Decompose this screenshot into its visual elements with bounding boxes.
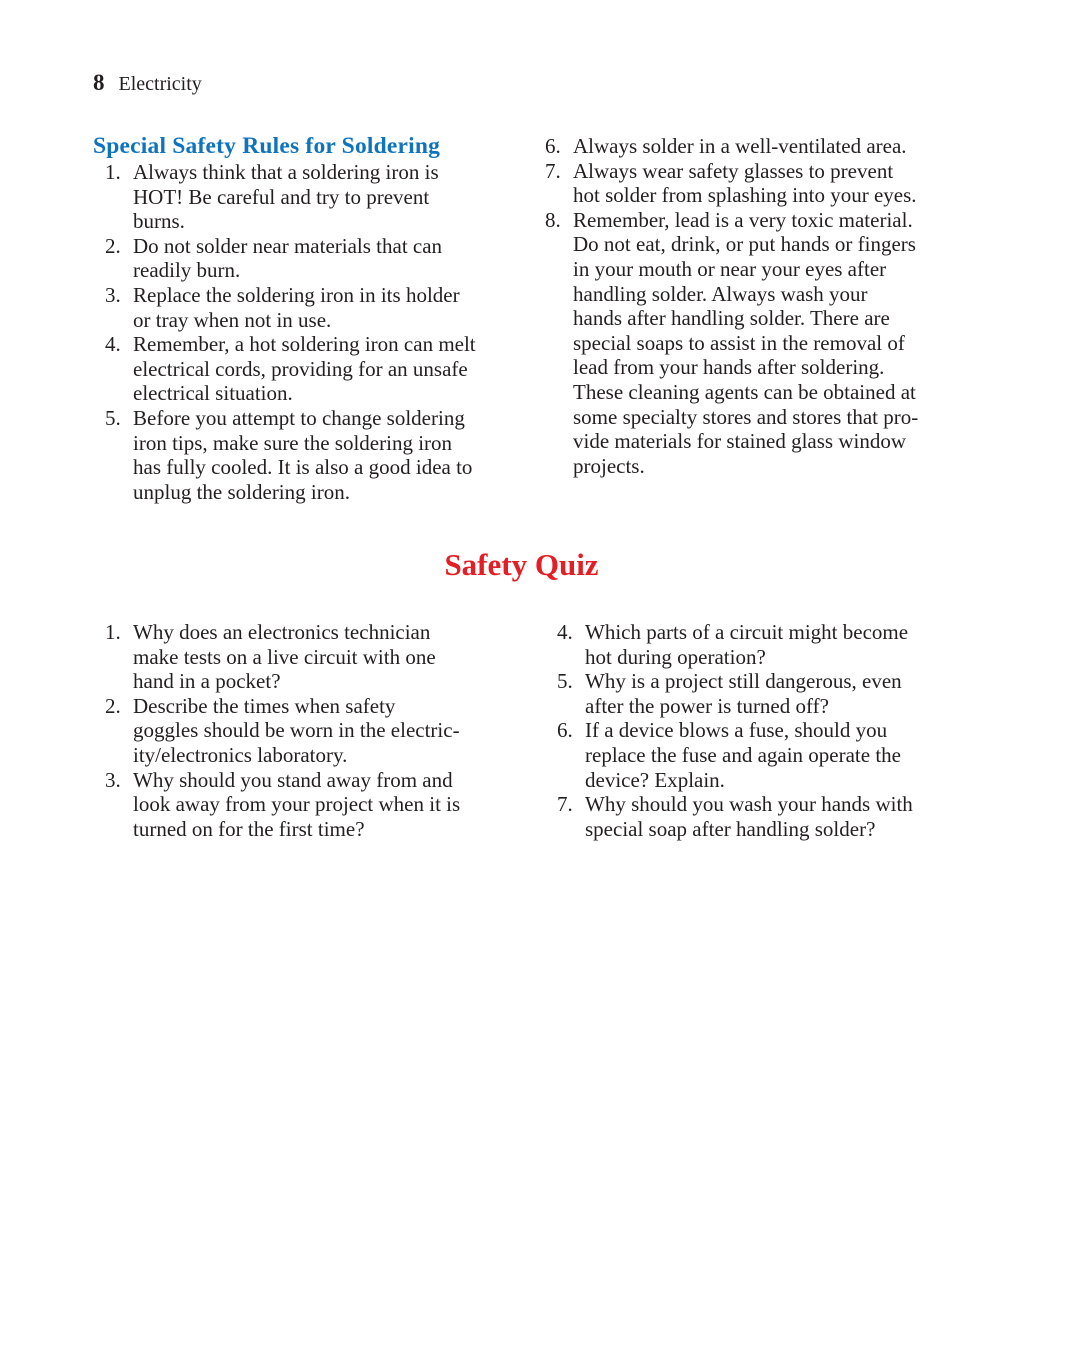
section-heading: Special Safety Rules for Soldering (93, 133, 441, 159)
item-number: 2. (105, 693, 121, 718)
item-text-line: Why does an electronics technician (133, 620, 431, 644)
item-text-line: device? Explain. (585, 767, 725, 792)
item-text-line: Which parts of a circuit might become (585, 620, 909, 644)
running-header (93, 70, 202, 96)
item-number: 8. (545, 207, 561, 232)
item-text-line: Before you attempt to change soldering (133, 405, 465, 430)
item-text-line: some specialty stores and stores that pro- (573, 404, 919, 429)
item-text-line: special soap after handling solder? (585, 816, 876, 841)
item-text-line: readily burn. (133, 258, 241, 283)
item-text-line: after the power is turned off? (585, 693, 829, 718)
item-text-line: Why should you stand away from and (133, 767, 453, 792)
item-number: 5. (557, 669, 573, 694)
quiz-list-right (557, 620, 913, 841)
item-number: 4. (105, 332, 121, 357)
list-item (557, 792, 913, 841)
list-item (105, 283, 476, 332)
list-item (105, 620, 460, 694)
item-text-line: Remember, a hot soldering iron can melt (133, 332, 476, 357)
item-text-line: Do not eat, drink, or put hands or fingers (573, 232, 916, 257)
item-text-line: Remember, lead is a very toxic material. (573, 207, 913, 232)
item-text-line: in your mouth or near your eyes after (573, 256, 887, 281)
item-number: 3. (105, 767, 121, 792)
item-text-line: goggles should be worn in the electric- (133, 718, 460, 743)
item-text-line: These cleaning agents can be obtained at (573, 379, 916, 404)
item-number: 3. (105, 282, 121, 307)
item-text-line: hand in a pocket? (133, 669, 281, 694)
list-item (105, 768, 460, 842)
list-item (105, 160, 476, 234)
item-text-line: replace the fuse and again operate the (585, 742, 901, 767)
item-text-line: look away from your project when it is (133, 792, 461, 817)
list-item (557, 718, 913, 792)
item-text-line: Do not solder near materials that can (133, 233, 443, 258)
item-text-line: Always solder in a well-ventilated area. (573, 134, 907, 158)
quiz-list-left (105, 620, 460, 841)
quiz-heading: Safety Quiz (444, 547, 599, 582)
list-item (545, 159, 918, 208)
item-text-line: or tray when not in use. (133, 307, 332, 332)
item-text-line: If a device blows a fuse, should you (585, 718, 888, 743)
item-text-line: electrical cords, providing for an unsafe (133, 356, 468, 381)
item-number: 7. (545, 158, 561, 183)
item-text-line: Why is a project still dangerous, even (585, 669, 902, 694)
item-text-line: unplug the soldering iron. (133, 479, 350, 504)
item-number: 2. (105, 233, 121, 258)
item-text-line: turned on for the first time? (133, 816, 365, 841)
item-number: 6. (557, 718, 573, 743)
item-text-line: ity/electronics laboratory. (133, 742, 348, 767)
item-text-line: special soaps to assist in the removal of (573, 330, 905, 355)
item-text-line: Always think that a soldering iron is (133, 160, 439, 184)
list-item (545, 134, 918, 159)
list-item (545, 208, 918, 479)
item-number: 4. (557, 620, 573, 644)
item-number: 7. (557, 792, 573, 817)
item-text-line: Always wear safety glasses to prevent (573, 158, 894, 183)
item-text-line: hot solder from splashing into your eyes. (573, 183, 917, 208)
list-item (557, 669, 913, 718)
list-item (105, 694, 460, 768)
chapter-title: Electricity (118, 73, 202, 95)
item-number: 6. (545, 134, 561, 158)
item-text-line: lead from your hands after soldering. (573, 355, 885, 380)
list-item (105, 234, 476, 283)
item-text-line: HOT! Be careful and try to prevent (133, 184, 430, 209)
item-text-line: hands after handling solder. There are (573, 306, 890, 331)
page-number: 8 (93, 70, 105, 95)
rules-list-left (105, 160, 476, 504)
item-number: 5. (105, 405, 121, 430)
item-text-line: iron tips, make sure the soldering iron (133, 430, 453, 455)
list-item (105, 332, 476, 406)
rules-list-right (545, 134, 918, 478)
item-number: 1. (105, 160, 121, 184)
item-text-line: hot during operation? (585, 644, 766, 669)
item-text-line: Describe the times when safety (133, 693, 396, 718)
item-text-line: projects. (573, 453, 645, 478)
item-text-line: handling solder. Always wash your (573, 281, 868, 306)
item-text-line: Why should you wash your hands with (585, 792, 913, 817)
list-item (557, 620, 913, 669)
item-number: 1. (105, 620, 121, 644)
item-text-line: make tests on a live circuit with one (133, 644, 436, 669)
item-text-line: electrical situation. (133, 381, 293, 406)
item-text-line: Replace the soldering iron in its holder (133, 282, 460, 307)
list-item (105, 406, 476, 504)
item-text-line: burns. (133, 209, 185, 234)
item-text-line: vide materials for stained glass window (573, 429, 907, 454)
item-text-line: has fully cooled. It is also a good idea to (133, 455, 473, 480)
